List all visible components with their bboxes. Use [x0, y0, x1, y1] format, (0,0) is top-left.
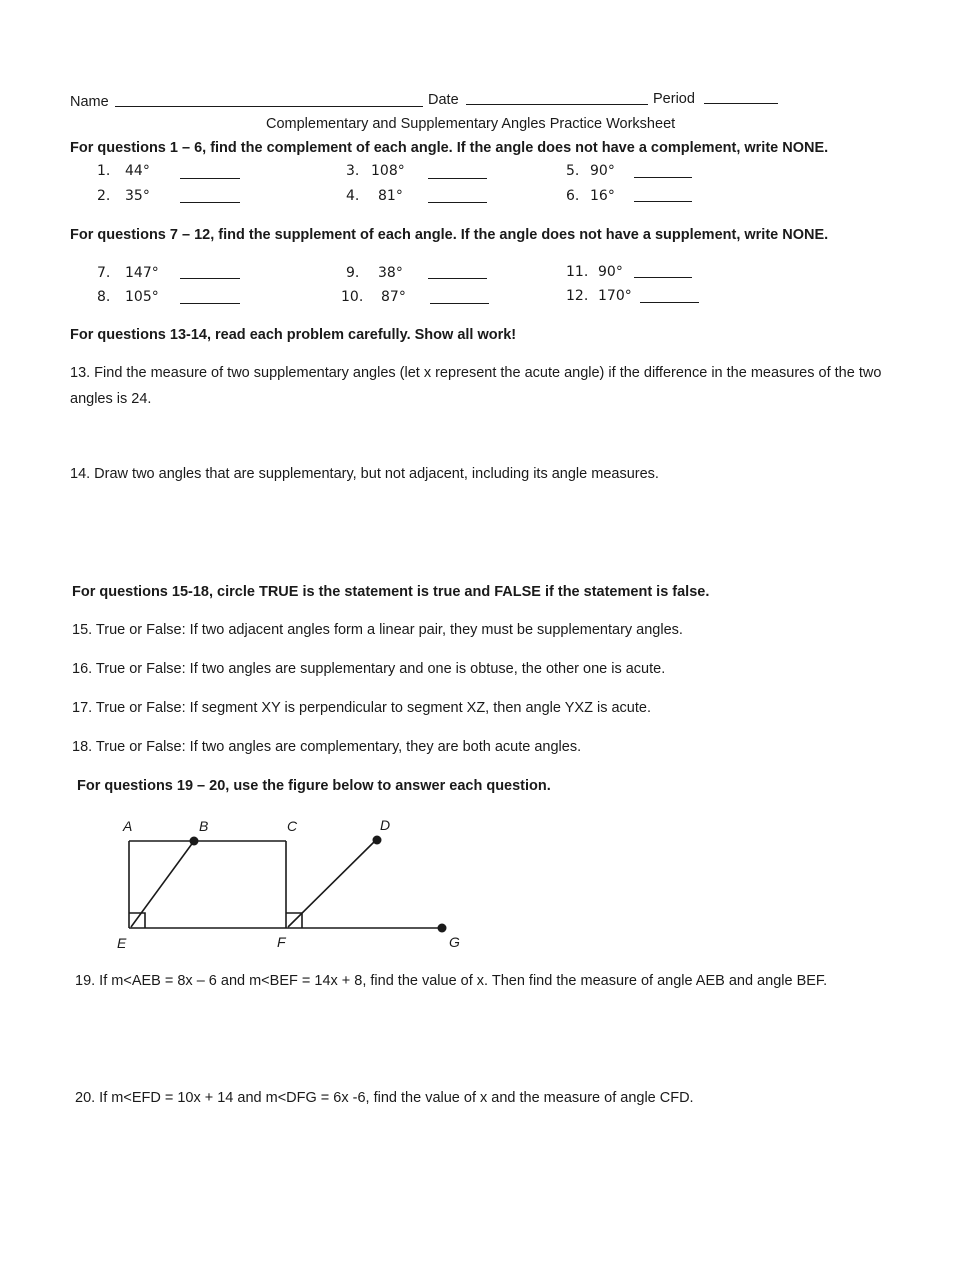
- point-G: [438, 924, 447, 933]
- q8-angle: 105°: [125, 289, 159, 305]
- question-15: 15. True or False: If two adjacent angles form a linear pair, they must be supplementary angles.: [72, 622, 683, 638]
- q7-angle: 147°: [125, 265, 159, 281]
- worksheet-title: Complementary and Supplementary Angles Practice Worksheet: [266, 116, 676, 132]
- label-C: C: [287, 818, 298, 834]
- name-label: Name: [70, 94, 109, 110]
- date-label: Date: [428, 92, 459, 108]
- ray-EB: [131, 841, 194, 927]
- q12-angle: 170°: [598, 288, 632, 304]
- label-A: A: [123, 818, 133, 834]
- q4-number: 4.: [346, 188, 360, 204]
- label-B: B: [199, 818, 209, 834]
- label-G: G: [449, 934, 460, 950]
- q2-angle: 35°: [125, 188, 150, 204]
- section5-instructions: For questions 19 – 20, use the figure below to answer each question.: [77, 778, 551, 794]
- q3-number: 3.: [346, 163, 360, 179]
- q2-number: 2.: [97, 188, 111, 204]
- q5-angle: 90°: [590, 163, 615, 179]
- q11-angle: 90°: [598, 264, 623, 280]
- q3-angle: 108°: [371, 163, 405, 179]
- q10-number: 10.: [341, 289, 364, 305]
- question-18: 18. True or False: If two angles are complementary, they are both acute angles.: [72, 739, 582, 755]
- q8-number: 8.: [97, 289, 111, 305]
- label-F: F: [277, 934, 286, 950]
- label-D: D: [380, 817, 391, 833]
- section3-instructions: For questions 13-14, read each problem carefully. Show all work!: [70, 327, 517, 343]
- section1-instructions: For questions 1 – 6, find the complement of each angle. If the angle does not have a complement, write NONE.: [70, 140, 829, 156]
- q11-number: 11.: [566, 264, 589, 280]
- q6-angle: 16°: [590, 188, 615, 204]
- q7-number: 7.: [97, 265, 111, 281]
- point-D: [373, 836, 382, 845]
- q12-number: 12.: [566, 288, 589, 304]
- q5-number: 5.: [566, 163, 580, 179]
- section2-instructions: For questions 7 – 12, find the supplement of each angle. If the angle does not have a supplement, write NONE.: [70, 227, 829, 243]
- q10-angle: 87°: [381, 289, 406, 305]
- period-label: Period: [653, 91, 695, 107]
- question-17: 17. True or False: If segment XY is perpendicular to segment XZ, then angle YXZ is acute.: [72, 700, 651, 716]
- q1-angle: 44°: [125, 163, 150, 179]
- q4-angle: 81°: [378, 188, 403, 204]
- q9-number: 9.: [346, 265, 360, 281]
- question-20: 20. If m<EFD = 10x + 14 and m<DFG = 6x -6, find the value of x and the measure of angle CFD.: [75, 1090, 694, 1106]
- section4-instructions: For questions 15-18, circle TRUE is the statement is true and FALSE if the statement is false.: [72, 584, 710, 600]
- question-19: 19. If m<AEB = 8x – 6 and m<BEF = 14x + 8, find the value of x. Then find the measure of angle AEB and angle BEF.: [75, 973, 828, 989]
- q9-angle: 38°: [378, 265, 403, 281]
- label-E: E: [117, 935, 127, 951]
- point-B: [190, 837, 199, 846]
- question-16: 16. True or False: If two angles are supplementary and one is obtuse, the other one is acute.: [72, 661, 666, 677]
- question-13: 13. Find the measure of two supplementary angles (let x represent the acute angle) if the difference in the measures of the two angles is 24.: [70, 365, 882, 407]
- q6-number: 6.: [566, 188, 580, 204]
- q1-number: 1.: [97, 163, 111, 179]
- question-14: 14. Draw two angles that are supplementary, but not adjacent, including its angle measures.: [70, 466, 659, 482]
